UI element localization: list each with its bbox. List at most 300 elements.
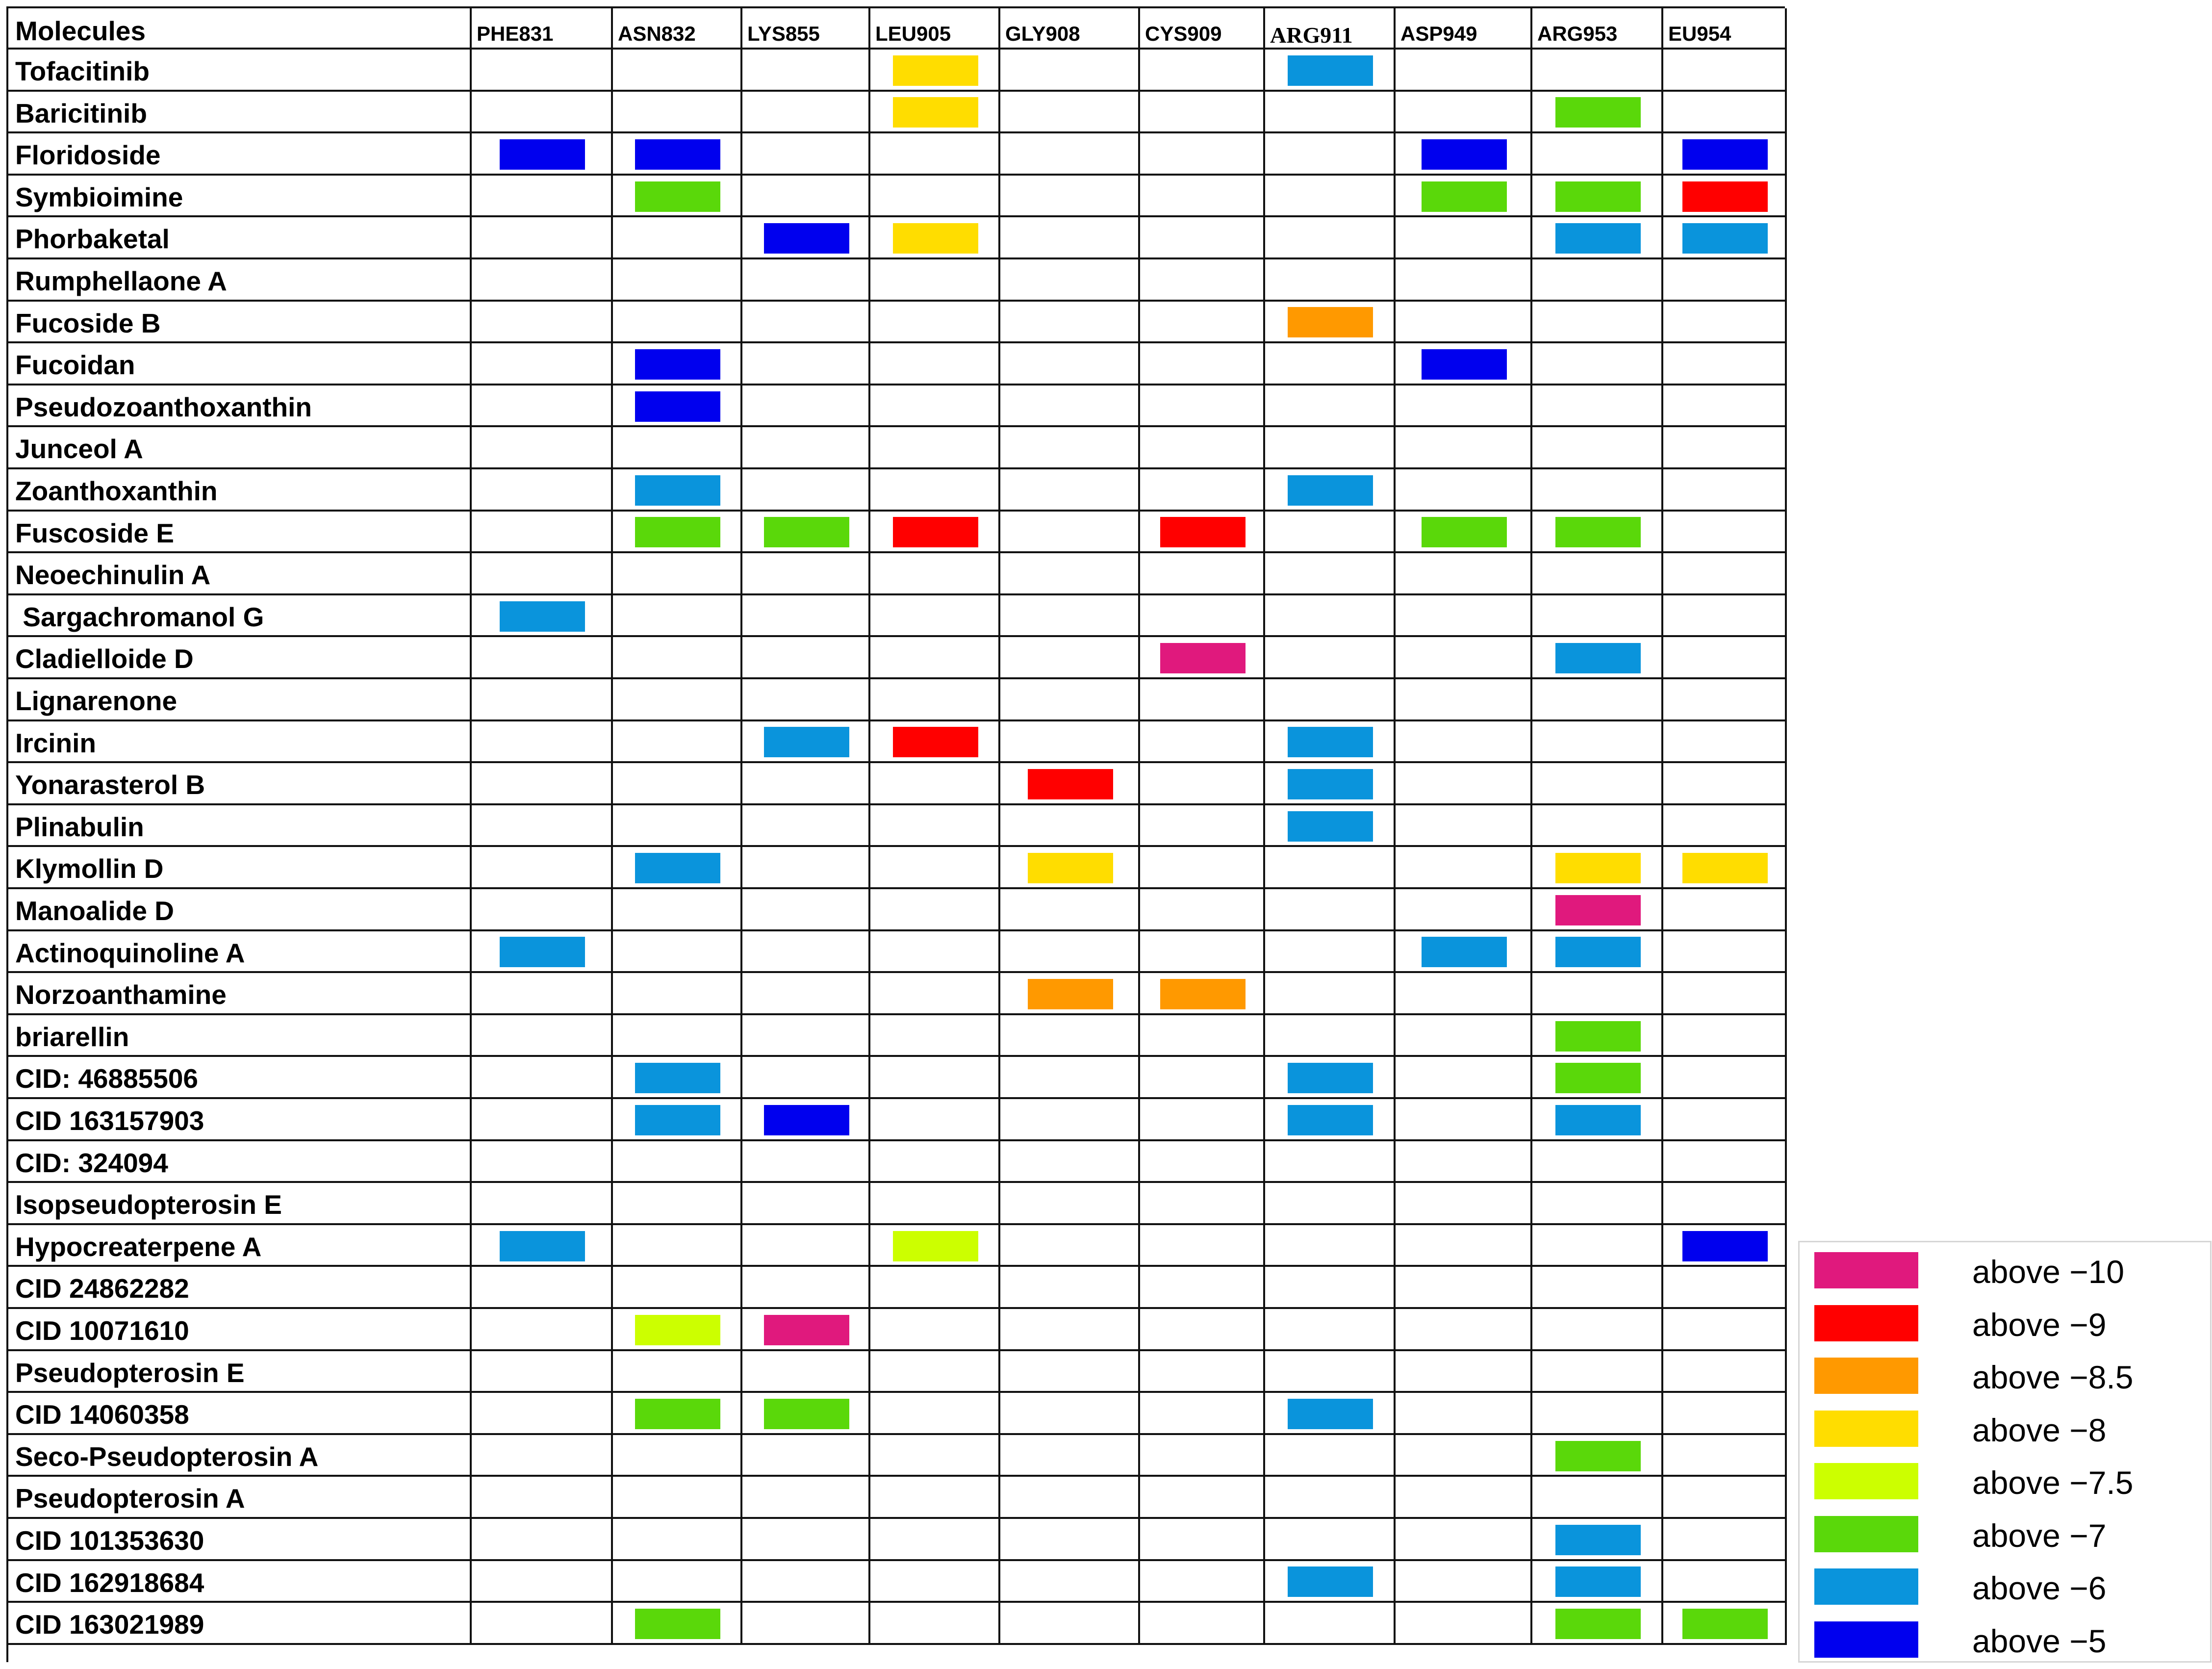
table-cell (472, 1561, 613, 1603)
table-cell (1532, 469, 1663, 512)
molecule-label: Seco-Pseudopterosin A (15, 1441, 319, 1472)
table-cell (742, 92, 870, 134)
table-cell (1140, 385, 1265, 428)
interaction-mark (1422, 349, 1507, 380)
legend-label: above −9 (1972, 1306, 2107, 1343)
table-cell (613, 1183, 742, 1225)
interaction-mark (1288, 475, 1373, 506)
table-cell (742, 1519, 870, 1561)
table-cell (1396, 1519, 1532, 1561)
interaction-mark (764, 1315, 849, 1345)
table-cell (1532, 1267, 1663, 1309)
table-cell (742, 427, 870, 469)
table-cell (1396, 973, 1532, 1015)
table-cell (1663, 343, 1787, 385)
molecule-label: Norzoanthamine (15, 979, 227, 1010)
table-cell (1663, 595, 1787, 638)
table-cell (1000, 1141, 1140, 1183)
table-cell (613, 595, 742, 638)
interaction-mark (1555, 895, 1641, 925)
table-cell (1396, 1309, 1532, 1351)
legend-label: above −8 (1972, 1412, 2107, 1448)
table-cell (1396, 763, 1532, 805)
table-cell (613, 889, 742, 931)
molecule-label: Plinabulin (15, 811, 144, 842)
table-cell (1396, 92, 1532, 134)
table-cell (1265, 133, 1396, 176)
table-cell (1396, 1015, 1532, 1057)
residue-header: ASN832 (618, 22, 696, 45)
legend-label: above −5 (1972, 1622, 2107, 1659)
table-cell (1396, 1393, 1532, 1435)
table-cell (1000, 679, 1140, 721)
interaction-mark (1288, 1399, 1373, 1429)
molecule-label: CID 10071610 (15, 1315, 189, 1346)
molecule-label: Sargachromanol G (15, 601, 264, 632)
table-cell (1000, 931, 1140, 974)
interaction-mark (1555, 1525, 1641, 1555)
table-cell (1532, 385, 1663, 428)
table-cell (742, 889, 870, 931)
table-cell (870, 1351, 1000, 1393)
table-cell (1663, 512, 1787, 554)
table-cell (1396, 1225, 1532, 1267)
table-cell (870, 302, 1000, 344)
table-cell (472, 553, 613, 595)
interaction-mark (635, 1399, 720, 1429)
table-cell (613, 427, 742, 469)
interaction-mark (1288, 55, 1373, 86)
interaction-mark (893, 97, 978, 128)
table-cell (613, 1225, 742, 1267)
table-cell (1663, 973, 1787, 1015)
table-cell (1532, 805, 1663, 847)
table-cell (613, 763, 742, 805)
interaction-mark (1422, 181, 1507, 212)
table-cell (1396, 805, 1532, 847)
interaction-mark (1555, 1105, 1641, 1135)
table-cell (1000, 1435, 1140, 1477)
table-cell (613, 931, 742, 974)
table-cell (472, 763, 613, 805)
table-cell (742, 1477, 870, 1519)
molecules-header: Molecules (15, 16, 146, 46)
table-cell (1265, 1225, 1396, 1267)
molecule-label: Tofacitinib (15, 56, 150, 86)
table-cell (472, 1141, 613, 1183)
table-cell (1140, 1351, 1265, 1393)
interaction-mark (1555, 181, 1641, 212)
table-cell (472, 1099, 613, 1141)
table-cell (742, 973, 870, 1015)
molecule-label: Pseudopterosin A (15, 1483, 245, 1514)
table-cell (1663, 721, 1787, 764)
table-cell (1140, 133, 1265, 176)
residue-header: EU954 (1668, 22, 1731, 45)
table-cell (1663, 1561, 1787, 1603)
table-cell (613, 1015, 742, 1057)
interaction-mark (1555, 937, 1641, 967)
interaction-mark (1288, 769, 1373, 799)
interaction-mark (1682, 853, 1768, 883)
table-cell (1265, 1309, 1396, 1351)
table-cell (472, 679, 613, 721)
table-cell (1000, 469, 1140, 512)
molecule-label: Symbioimine (15, 181, 183, 212)
table-cell (613, 805, 742, 847)
table-cell (870, 889, 1000, 931)
table-cell (1265, 1603, 1396, 1645)
table-cell (742, 553, 870, 595)
table-cell (1396, 427, 1532, 469)
table-cell (870, 847, 1000, 889)
table-cell (1663, 1351, 1787, 1393)
molecule-label: Yonarasterol B (15, 770, 205, 800)
table-cell (1000, 1603, 1140, 1645)
table-cell (742, 1267, 870, 1309)
interaction-mark (1555, 853, 1641, 883)
table-cell (1663, 1393, 1787, 1435)
table-cell (870, 553, 1000, 595)
table-cell (1663, 931, 1787, 974)
table-cell (870, 931, 1000, 974)
table-cell (1396, 1057, 1532, 1099)
legend-label: above −6 (1972, 1570, 2107, 1606)
molecule-label: Zoanthoxanthin (15, 476, 218, 506)
interaction-mark (635, 349, 720, 380)
interaction-mark (893, 517, 978, 547)
table-cell (742, 763, 870, 805)
table-cell (1140, 1519, 1265, 1561)
table-cell (1532, 427, 1663, 469)
molecule-label: Cladielloide D (15, 643, 194, 674)
table-cell (1140, 889, 1265, 931)
table-cell (870, 176, 1000, 218)
interaction-mark (1555, 1609, 1641, 1639)
molecule-label: briarellin (15, 1021, 129, 1052)
table-cell (1265, 1267, 1396, 1309)
interaction-mark (1555, 1063, 1641, 1093)
table-cell (1140, 1477, 1265, 1519)
interaction-mark (500, 601, 585, 632)
table-cell (742, 679, 870, 721)
legend-swatch (1814, 1568, 1918, 1605)
table-cell (1140, 1099, 1265, 1141)
table-cell (870, 1267, 1000, 1309)
interaction-mark (635, 1609, 720, 1639)
interaction-mark (635, 1063, 720, 1093)
table-cell (1396, 469, 1532, 512)
residue-header: LYS855 (747, 22, 820, 45)
table-cell (742, 1561, 870, 1603)
table-cell (1663, 1477, 1787, 1519)
table-cell (1663, 302, 1787, 344)
table-cell (1663, 805, 1787, 847)
interaction-mark (1555, 1441, 1641, 1471)
interaction-mark (500, 937, 585, 967)
table-cell (472, 1351, 613, 1393)
table-cell (1265, 553, 1396, 595)
table-cell (1396, 217, 1532, 259)
table-cell (613, 1267, 742, 1309)
molecule-label: CID: 324094 (15, 1147, 168, 1178)
table-cell (742, 805, 870, 847)
table-cell (870, 385, 1000, 428)
table-cell (870, 1561, 1000, 1603)
table-cell (1396, 595, 1532, 638)
table-cell (1000, 176, 1140, 218)
table-cell (1663, 469, 1787, 512)
table-cell (1265, 512, 1396, 554)
table-cell (1140, 92, 1265, 134)
table-cell (613, 217, 742, 259)
table-cell (1000, 1183, 1140, 1225)
table-cell (1140, 50, 1265, 92)
table-cell (613, 721, 742, 764)
table-cell (1663, 1309, 1787, 1351)
molecule-label: CID 163021989 (15, 1609, 204, 1640)
table-cell (742, 1057, 870, 1099)
table-cell (1663, 259, 1787, 302)
table-cell (1663, 50, 1787, 92)
table-cell (1000, 133, 1140, 176)
table-cell (1265, 1351, 1396, 1393)
table-cell (870, 1477, 1000, 1519)
table-cell (1532, 1477, 1663, 1519)
molecule-label: Pseudozoanthoxanthin (15, 391, 312, 422)
legend-swatch (1814, 1621, 1918, 1658)
table-cell (1140, 1015, 1265, 1057)
molecule-label: Manoalide D (15, 896, 174, 926)
interaction-mark (1682, 223, 1768, 254)
interaction-mark (1682, 1231, 1768, 1261)
table-cell (1265, 92, 1396, 134)
table-cell (1663, 1435, 1787, 1477)
table-cell (1000, 1393, 1140, 1435)
table-cell (472, 385, 613, 428)
table-cell (870, 343, 1000, 385)
interaction-mark (1288, 1566, 1373, 1597)
table-cell (1663, 1141, 1787, 1183)
interaction-mark (764, 727, 849, 757)
interaction-mark (635, 1315, 720, 1345)
residue-header: ASP949 (1400, 22, 1477, 45)
table-cell (1663, 553, 1787, 595)
molecule-label: Ircinin (15, 727, 97, 758)
table-cell (1140, 931, 1265, 974)
table-cell (1140, 679, 1265, 721)
table-cell (1265, 217, 1396, 259)
interaction-mark (635, 391, 720, 422)
table-cell (1000, 217, 1140, 259)
table-cell (742, 302, 870, 344)
table-cell (1532, 1393, 1663, 1435)
residue-header: LEU905 (875, 22, 951, 45)
table-cell (1000, 50, 1140, 92)
table-cell (1663, 1267, 1787, 1309)
table-cell (1532, 133, 1663, 176)
table-cell (1000, 637, 1140, 679)
table-cell (1265, 385, 1396, 428)
molecule-label: Actinoquinoline A (15, 937, 245, 968)
legend-swatch (1814, 1516, 1918, 1552)
table-cell (1140, 1267, 1265, 1309)
table-cell (1532, 1141, 1663, 1183)
molecule-label: Fucoidan (15, 350, 135, 381)
interaction-mark (1555, 643, 1641, 673)
molecule-label: Fucoside B (15, 308, 161, 338)
table-cell (1140, 176, 1265, 218)
interaction-mark (1028, 979, 1113, 1009)
interaction-mark (1422, 139, 1507, 170)
table-cell (742, 259, 870, 302)
table-cell (1396, 50, 1532, 92)
table-cell (870, 1435, 1000, 1477)
table-cell (742, 50, 870, 92)
interaction-mark (893, 55, 978, 86)
table-cell (870, 679, 1000, 721)
table-cell (1396, 1183, 1532, 1225)
table-cell (1532, 679, 1663, 721)
table-cell (472, 259, 613, 302)
table-cell (1663, 1519, 1787, 1561)
table-cell (613, 50, 742, 92)
molecule-label: Klymollin D (15, 853, 164, 884)
table-cell (1396, 889, 1532, 931)
table-cell (1265, 595, 1396, 638)
legend-swatch (1814, 1463, 1918, 1499)
table-cell (1140, 1603, 1265, 1645)
table-cell (1265, 259, 1396, 302)
interaction-mark (1682, 1609, 1768, 1639)
table-cell (1532, 973, 1663, 1015)
molecule-label: Rumphellaone A (15, 266, 227, 296)
table-cell (613, 259, 742, 302)
table-cell (472, 1309, 613, 1351)
table-cell (613, 973, 742, 1015)
interaction-mark (764, 1399, 849, 1429)
table-cell (1663, 1183, 1787, 1225)
table-cell (472, 92, 613, 134)
interaction-mark (1288, 811, 1373, 842)
table-cell (1396, 302, 1532, 344)
table-cell (1000, 595, 1140, 638)
table-cell (1265, 973, 1396, 1015)
table-cell (472, 1435, 613, 1477)
table-cell (742, 1015, 870, 1057)
table-cell (870, 1183, 1000, 1225)
interaction-mark (1160, 979, 1246, 1009)
table-cell (1663, 1015, 1787, 1057)
table-cell (1000, 92, 1140, 134)
table-cell (742, 1603, 870, 1645)
table-cell (870, 259, 1000, 302)
table-cell (472, 889, 613, 931)
table-cell (1396, 721, 1532, 764)
table-cell (1532, 595, 1663, 638)
residue-header: CYS909 (1145, 22, 1222, 45)
table-cell (870, 1057, 1000, 1099)
molecule-label: Junceol A (15, 434, 143, 464)
table-cell (1663, 385, 1787, 428)
interaction-mark (1160, 517, 1246, 547)
table-cell (472, 1183, 613, 1225)
table-cell (870, 1519, 1000, 1561)
table-cell (742, 469, 870, 512)
table-cell (742, 1435, 870, 1477)
residue-header: GLY908 (1005, 22, 1080, 45)
table-cell (742, 1225, 870, 1267)
table-cell (870, 595, 1000, 638)
table-cell (1000, 1267, 1140, 1309)
table-cell (870, 1309, 1000, 1351)
interaction-mark (1028, 769, 1113, 799)
table-cell (1265, 1519, 1396, 1561)
table-cell (613, 1141, 742, 1183)
interaction-mark (893, 727, 978, 757)
interaction-mark (1555, 97, 1641, 128)
table-cell (1000, 1477, 1140, 1519)
table-cell (472, 217, 613, 259)
table-cell (1140, 1309, 1265, 1351)
molecule-label: Pseudopterosin E (15, 1357, 245, 1388)
legend-swatch (1814, 1411, 1918, 1447)
table-cell (1663, 889, 1787, 931)
table-cell (472, 469, 613, 512)
interaction-mark (1160, 643, 1246, 673)
interaction-mark (1555, 1021, 1641, 1052)
table-cell (1663, 427, 1787, 469)
interaction-mark (764, 223, 849, 254)
table-cell (613, 1477, 742, 1519)
legend-swatch (1814, 1252, 1918, 1288)
molecule-label: Lignarenone (15, 686, 178, 716)
table-cell (1532, 721, 1663, 764)
table-cell (1532, 343, 1663, 385)
table-cell (870, 637, 1000, 679)
molecule-label: CID 101353630 (15, 1525, 204, 1556)
molecule-label: Baricitinib (15, 98, 147, 128)
table-cell (1140, 1393, 1265, 1435)
table-cell (1000, 1561, 1140, 1603)
table-cell (1000, 343, 1140, 385)
table-cell (472, 512, 613, 554)
table-cell (1396, 1141, 1532, 1183)
table-cell (472, 302, 613, 344)
table-cell (1140, 721, 1265, 764)
table-cell (870, 805, 1000, 847)
interaction-mark (1288, 727, 1373, 757)
table-cell (472, 1015, 613, 1057)
table-cell (472, 1603, 613, 1645)
interaction-mark (635, 139, 720, 170)
table-cell (472, 973, 613, 1015)
interaction-mark (635, 181, 720, 212)
table-cell (1532, 302, 1663, 344)
table-cell (1140, 553, 1265, 595)
table-cell (1532, 553, 1663, 595)
table-cell (1532, 50, 1663, 92)
table-cell (1265, 847, 1396, 889)
table-cell (1663, 1099, 1787, 1141)
table-cell (870, 763, 1000, 805)
table-cell (1532, 259, 1663, 302)
legend-label: above −10 (1972, 1254, 2125, 1290)
table-cell (1396, 1477, 1532, 1519)
interaction-mark (1682, 139, 1768, 170)
table-cell (613, 679, 742, 721)
table-cell (1140, 1225, 1265, 1267)
